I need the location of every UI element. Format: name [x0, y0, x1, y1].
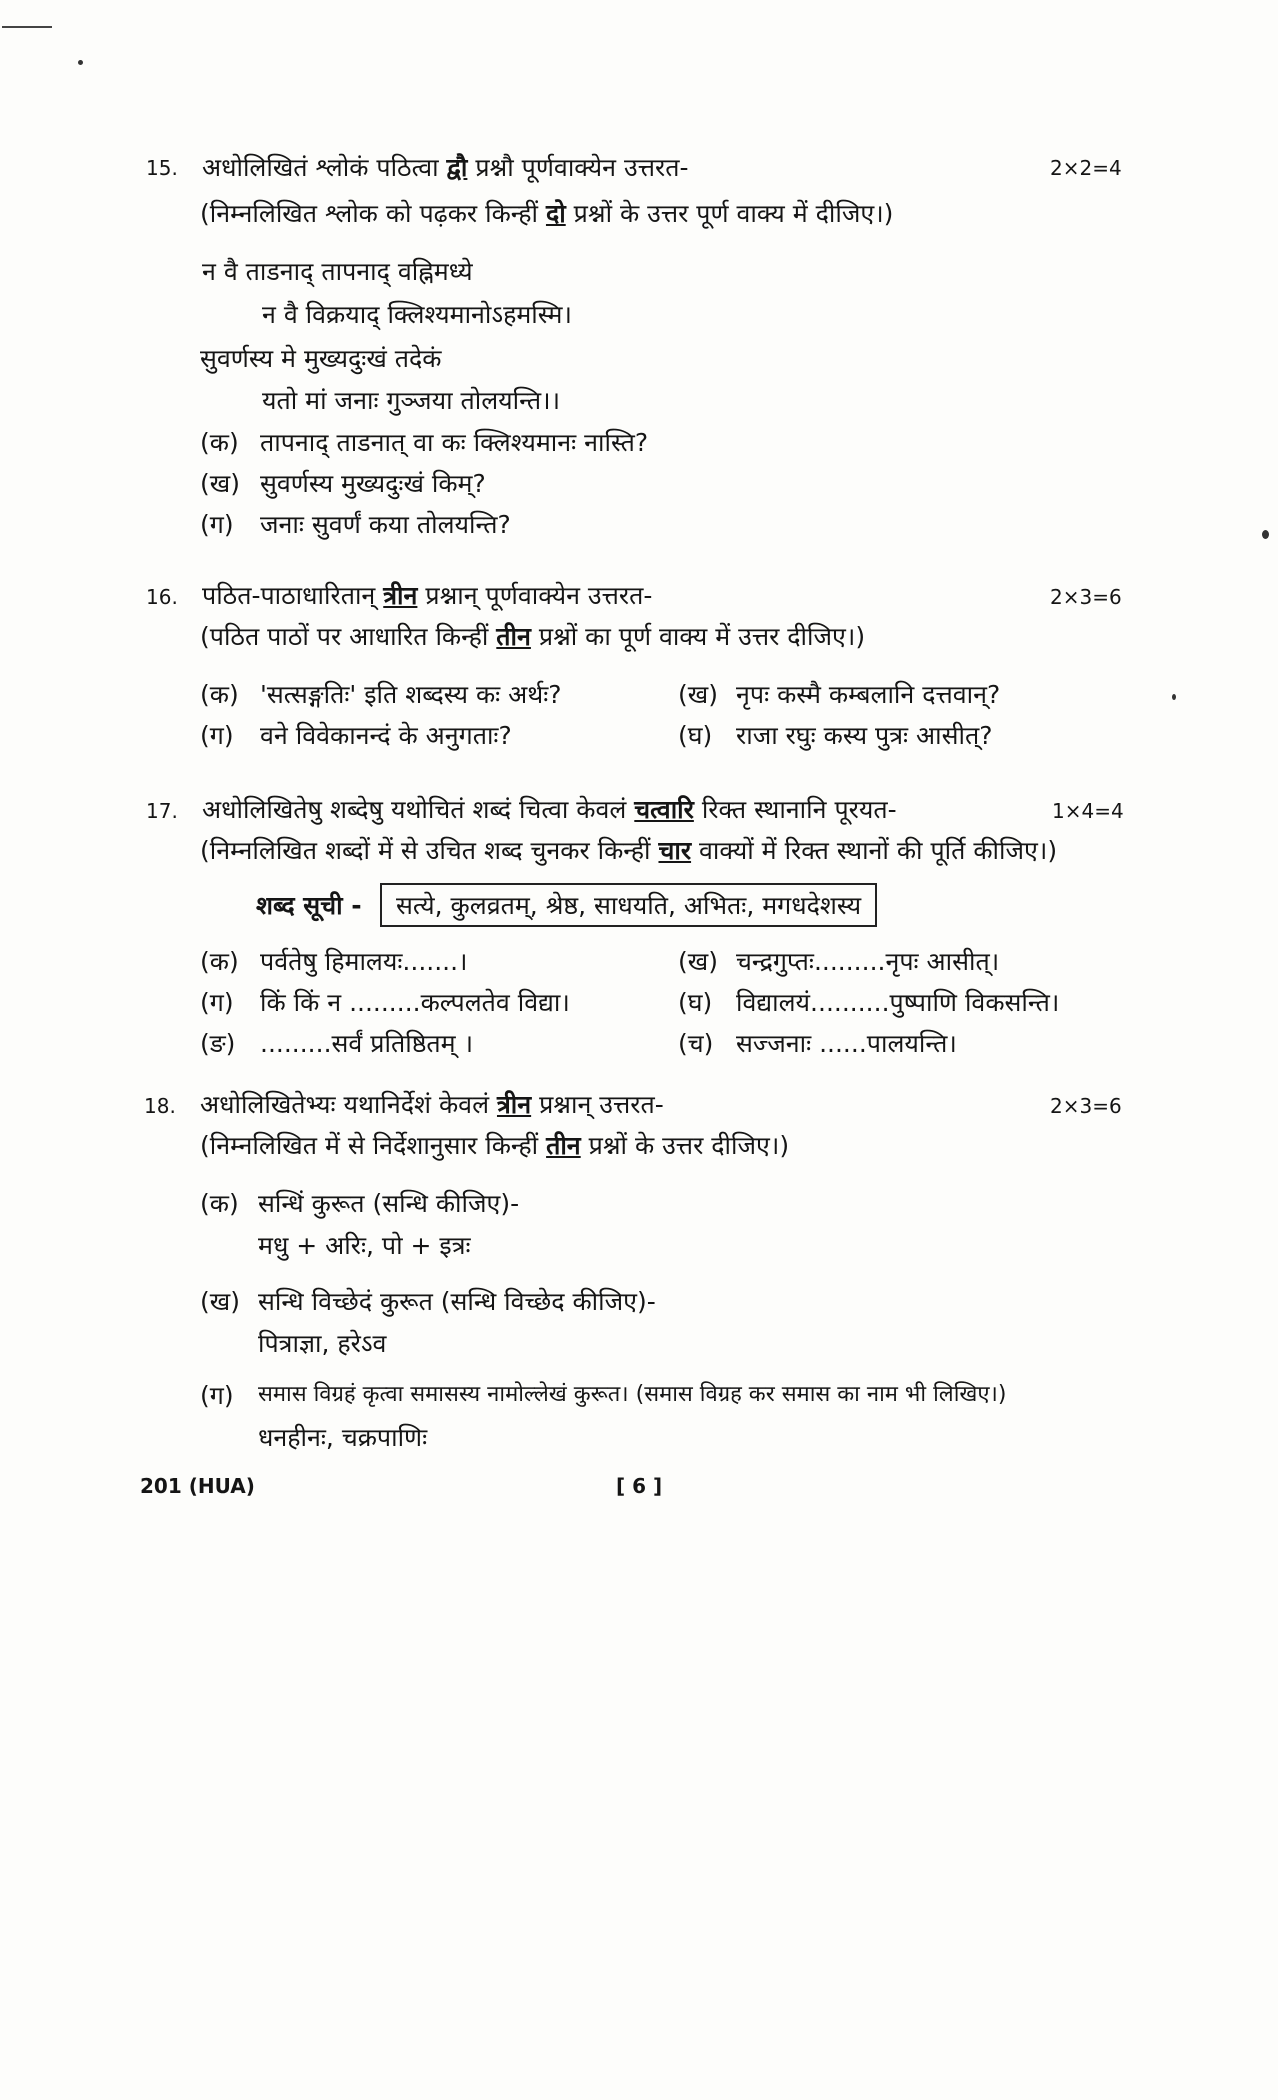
item-text: राजा रघुः कस्य पुत्रः आसीत्?	[736, 721, 993, 750]
question-instruction-hindi: (पठित पाठों पर आधारित किन्हीं तीन प्रश्नों का पूर्ण वाक्य में उत्तर दीजिए।)	[200, 622, 866, 651]
verse-line: सुवर्णस्य मे मुख्यदुःखं तदेकं	[200, 344, 442, 373]
item-text: वने विवेकानन्दं के अनुगताः?	[260, 721, 512, 750]
question-instruction-hindi: (निम्नलिखित में से निर्देशानुसार किन्हीं तीन प्रश्नों के उत्तर दीजिए।)	[200, 1131, 790, 1160]
item-label: (क)	[200, 1189, 239, 1218]
item-text: विद्यालयं..........पुष्पाणि विकसन्ति।	[736, 988, 1060, 1017]
question-instruction-sanskrit: अधोलिखितं श्लोकं पठित्वा द्वौ प्रश्नौ पूर्णवाक्येन उत्तरत-	[202, 153, 689, 182]
item-text: चन्द्रगुप्तः.........नृपः आसीत्।	[736, 947, 1000, 976]
item-text: 'सत्सङ्गतिः' इति शब्दस्य कः अर्थः?	[260, 680, 562, 709]
item-text: जनाः सुवर्णं कया तोलयन्ति?	[260, 510, 511, 539]
item-label: (ङ)	[200, 1029, 236, 1058]
item-label: (ग)	[200, 988, 234, 1017]
question-instruction-sanskrit: अधोलिखितेषु शब्देषु यथोचितं शब्दं चित्वा केवलं चत्वारि रिक्त स्थानानि पूरयत-	[202, 795, 897, 824]
item-text: किं किं न .........कल्पलतेव विद्या।	[260, 988, 570, 1017]
item-text: पर्वतेषु हिमालयः.......।	[260, 947, 468, 976]
scan-speck	[1262, 530, 1269, 539]
item-label: (ख)	[678, 947, 718, 976]
scan-speck	[78, 60, 83, 65]
item-text: नृपः कस्मै कम्बलानि दत्तवान्?	[736, 680, 1001, 709]
word-list-label: शब्द सूची -	[256, 891, 362, 920]
verse-line: न वै ताडनाद् तापनाद् वह्निमध्ये	[202, 257, 473, 286]
word-list-box: सत्ये, कुलव्रतम्, श्रेष्ठ, साधयति, अभितः, मगधदेशस्य	[380, 883, 877, 927]
item-label: (घ)	[678, 988, 713, 1017]
question-number: 16.	[146, 585, 178, 609]
question-instruction-hindi: (निम्नलिखित श्लोक को पढ़कर किन्हीं दो प्रश्नों के उत्तर पूर्ण वाक्य में दीजिए।)	[200, 199, 894, 228]
question-number: 17.	[146, 799, 178, 823]
question-number: 15.	[146, 156, 178, 180]
item-label: (क)	[200, 680, 239, 709]
item-text: सन्धिं कुरूत (सन्धि कीजिए)-	[258, 1189, 520, 1218]
item-label: (ख)	[678, 680, 718, 709]
question-number: 18.	[144, 1094, 176, 1118]
item-text: .........सर्वं प्रतिष्ठितम् ।	[260, 1029, 474, 1058]
question-marks: 2×3=6	[1050, 585, 1122, 609]
item-label: (ग)	[200, 1381, 234, 1410]
item-text: समास विग्रहं कृत्वा समासस्य नामोल्लेखं कुरूत। (समास विग्रह कर समास का नाम भी लिखिए।)	[258, 1382, 1007, 1407]
question-marks: 2×3=6	[1050, 1094, 1122, 1118]
item-label: (ग)	[200, 721, 234, 750]
item-label: (क)	[200, 428, 239, 457]
item-detail: पित्राज्ञा, हरेऽव	[258, 1329, 387, 1358]
verse-line: न वै विक्रयाद् क्लिश्यमानोऽहमस्मि।	[262, 300, 572, 329]
question-marks: 1×4=4	[1052, 799, 1124, 823]
item-label: (ग)	[200, 510, 234, 539]
item-label: (घ)	[678, 721, 713, 750]
question-instruction-hindi: (निम्नलिखित शब्दों में से उचित शब्द चुनकर किन्हीं चार वाक्यों में रिक्त स्थानों की पूर्ति कीजिए।)	[200, 836, 1058, 865]
item-text: तापनाद् ताडनात् वा कः क्लिश्यमानः नास्ति?	[260, 428, 649, 457]
item-label: (च)	[678, 1029, 714, 1058]
scan-speck	[1172, 694, 1176, 700]
page-number: [ 6 ]	[616, 1474, 663, 1498]
item-label: (ख)	[200, 1287, 240, 1316]
scan-mark	[2, 26, 52, 28]
question-instruction-sanskrit: पठित-पाठाधारितान् त्रीन प्रश्नान् पूर्णवाक्येन उत्तरत-	[202, 581, 653, 610]
verse-line: यतो मां जनाः गुञ्जया तोलयन्ति।।	[262, 386, 561, 415]
paper-code: 201 (HUA)	[140, 1474, 255, 1498]
item-label: (ख)	[200, 469, 240, 498]
question-instruction-sanskrit: अधोलिखितेभ्यः यथानिर्देशं केवलं त्रीन प्रश्नान् उत्तरत-	[200, 1090, 664, 1119]
item-text: सुवर्णस्य मुख्यदुःखं किम्?	[260, 469, 486, 498]
item-text: सन्धि विच्छेदं कुरूत (सन्धि विच्छेद कीजिए)-	[258, 1287, 656, 1316]
item-label: (क)	[200, 947, 239, 976]
question-marks: 2×2=4	[1050, 156, 1122, 180]
item-detail: मधु + अरिः, पो + इत्रः	[258, 1231, 471, 1260]
item-text: सज्जनाः ......पालयन्ति।	[736, 1029, 957, 1058]
item-detail: धनहीनः, चक्रपाणिः	[258, 1423, 428, 1452]
